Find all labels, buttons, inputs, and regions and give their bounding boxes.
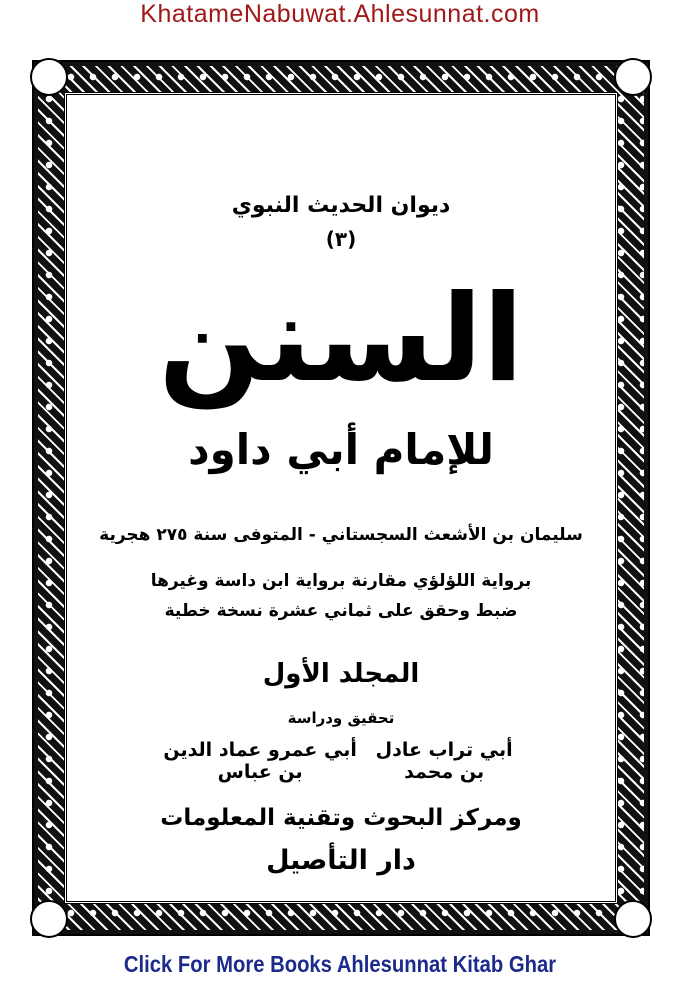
- narration-line-1: برواية اللؤلؤي مقارنة برواية ابن داسة وغيرها: [150, 571, 532, 591]
- corner-ornament-top-right: [614, 58, 652, 96]
- volume-label: المجلد الأول: [262, 659, 420, 689]
- corner-ornament-bottom-right: [614, 900, 652, 938]
- publisher-name: دار التأصيل: [266, 845, 416, 876]
- cover-content: [67, 95, 615, 901]
- corner-ornament-top-left: [30, 58, 68, 96]
- corner-ornament-bottom-left: [30, 900, 68, 938]
- ornamental-border: [32, 60, 650, 936]
- more-books-link[interactable]: Click For More Books Ahlesunnat Kitab Ghar: [123, 951, 557, 977]
- author-full-name: سليمان بن الأشعث السجستاني - المتوفى سنة ٢٧٥ هجرية: [99, 525, 583, 545]
- cover-panel: [64, 92, 618, 904]
- editor-left: أبي عمرو عماد الدين بن عباس: [163, 739, 357, 783]
- series-title: ديوان الحديث النبوي: [231, 193, 451, 218]
- site-watermark[interactable]: KhatameNabuwat.Ahlesunnat.com: [140, 0, 540, 28]
- study-label: تحقيق ودراسة: [287, 709, 395, 727]
- book-title: السنن: [158, 270, 524, 409]
- author-line: للإمام أبي داود: [188, 425, 494, 474]
- editor-right: أبي تراب عادل بن محمد: [375, 739, 513, 783]
- editors: [157, 739, 525, 783]
- series-number: (٣): [325, 227, 357, 251]
- research-center: ومركز البحوث وتقنية المعلومات: [160, 805, 522, 831]
- narration-line-2: ضبط وحقق على ثماني عشرة نسخة خطية: [164, 601, 518, 621]
